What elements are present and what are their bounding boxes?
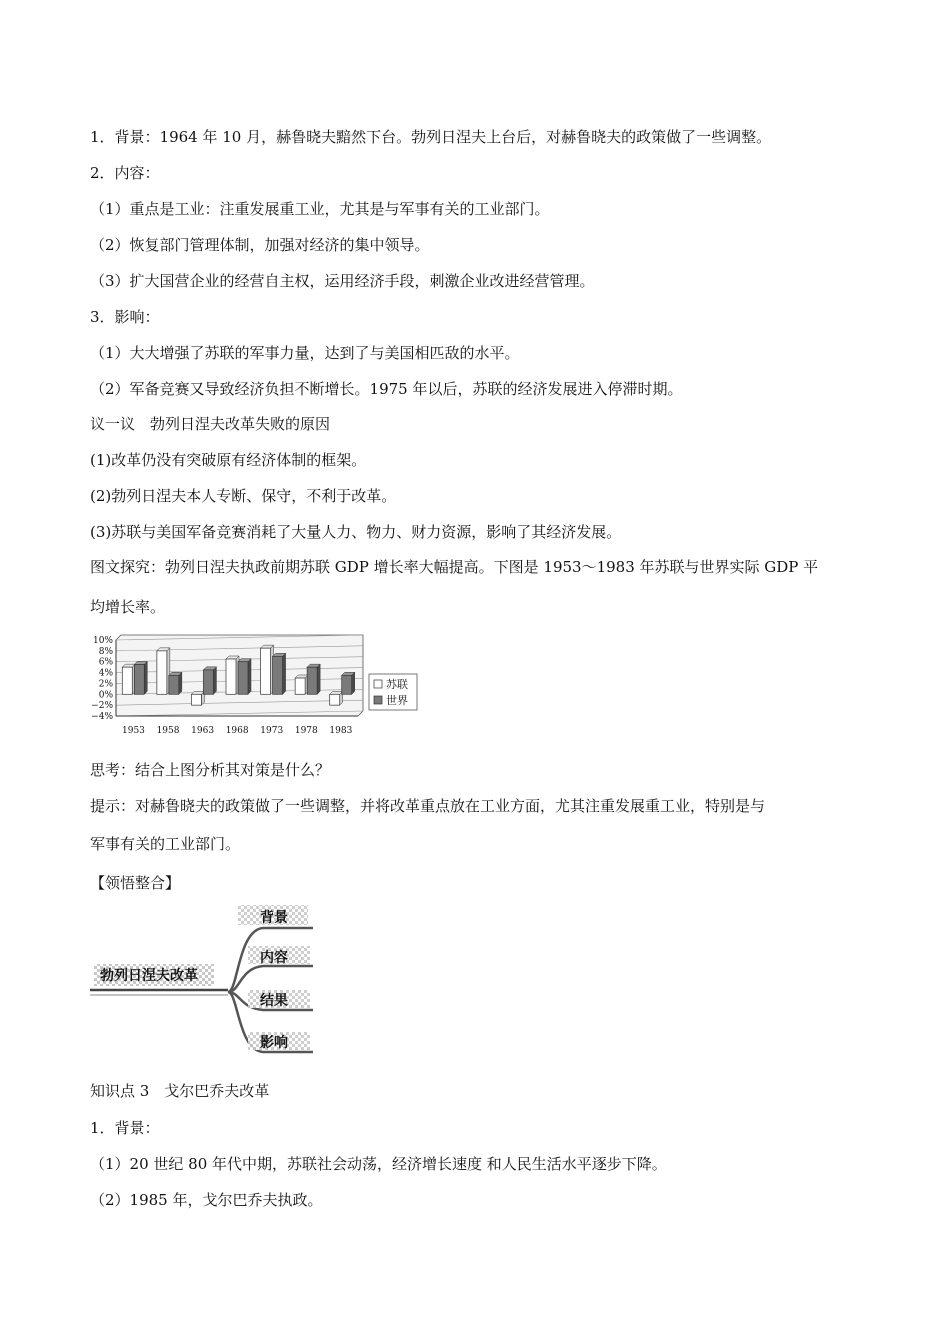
bar-world-1968: [238, 662, 248, 695]
mind-map-svg: [88, 900, 328, 1065]
bar-world-1983: [342, 675, 352, 694]
bar-side: [317, 664, 320, 694]
section-heading: 知识点 3 戈尔巴乔夫改革: [90, 1082, 270, 1100]
legend-swatch: [374, 680, 382, 688]
text-line: 提示：对赫鲁晓夫的政策做了一些调整，并将改革重点放在工业方面，尤其注重发展重工业，特别是与: [90, 797, 766, 815]
y-tick-label: 4%: [98, 668, 113, 679]
legend-label: 世界: [386, 694, 408, 707]
x-tick-label: 1983: [329, 726, 353, 736]
text-line: 图文探究：勃列日涅夫执政前期苏联 GDP 增长率大幅提高。下图是 1953～1983 年苏联与世界实际 GDP 平: [90, 558, 819, 576]
bar-ussr-1968: [226, 659, 236, 694]
x-tick-label: 1963: [191, 726, 215, 736]
text-line: 军事有关的工业部门。: [90, 835, 241, 853]
bar-ussr-1973: [261, 648, 271, 694]
text-line: (2)勃列日涅夫本人专断、保守，不利于改革。: [90, 487, 397, 505]
bar-world-1963: [203, 670, 213, 694]
section-heading: 议一议 勃列日涅夫改革失败的原因: [90, 415, 331, 433]
bar-ussr-1963: [191, 694, 201, 705]
y-tick-label: 8%: [98, 646, 113, 657]
mind-map-branch-impact: 影响: [260, 1035, 288, 1051]
bar-ussr-1978: [295, 678, 305, 694]
text-line: （1）20 世纪 80 年代中期，苏联社会动荡，经济增长速度 和人民生活水平逐步下降。: [90, 1155, 667, 1173]
text-line: （1）大大增强了苏联的军事力量，达到了与美国相匹敌的水平。: [90, 344, 520, 362]
gdp-chart-svg: [88, 634, 428, 742]
bar-ussr-1983: [330, 694, 340, 705]
mind-map: [88, 900, 328, 1065]
text-line: （1）重点是工业：注重发展重工业，尤其是与军事有关的工业部门。: [90, 200, 550, 218]
text-line: （3）扩大国营企业的经营自主权，运用经济手段，刺激企业改进经营管理。: [90, 272, 595, 290]
bar-world-1973: [273, 656, 283, 694]
y-tick-label: −4%: [91, 712, 113, 722]
mind-map-branch-result: 结果: [260, 993, 288, 1009]
text-line: 思考：结合上图分析其对策是什么？: [90, 761, 331, 779]
text-line: (1)改革仍没有突破原有经济体制的框架。: [90, 451, 367, 469]
text-line: 1．背景：1964 年 10 月，赫鲁晓夫黯然下台。勃列日涅夫上台后，对赫鲁晓夫的政策做了一些调整。: [90, 128, 772, 146]
text-line: 3．影响：: [90, 308, 160, 326]
legend-label: 苏联: [386, 678, 408, 691]
bar-world-1953: [134, 664, 144, 694]
y-tick-label: 6%: [98, 657, 113, 668]
bar-side: [352, 672, 355, 694]
bar-ussr-1958: [157, 651, 167, 694]
mind-map-branch-content: 内容: [260, 950, 288, 966]
y-tick-label: 0%: [98, 690, 113, 701]
bar-side: [283, 653, 286, 694]
text-line: 1．背景：: [90, 1119, 160, 1137]
text-line: 均增长率。: [90, 598, 166, 616]
bar-side: [179, 672, 182, 694]
bar-side: [248, 659, 251, 695]
y-tick-label: −2%: [91, 701, 113, 712]
text-line: （2）恢复部门管理体制，加强对经济的集中领导。: [90, 236, 430, 254]
x-tick-label: 1953: [122, 726, 145, 736]
text-line: （2）1985 年，戈尔巴乔夫执政。: [90, 1191, 323, 1209]
x-tick-label: 1958: [156, 726, 180, 736]
legend-swatch: [374, 696, 382, 704]
text-line: (3)苏联与美国军备竞赛消耗了大量人力、物力、财力资源，影响了其经济发展。: [90, 523, 622, 541]
x-tick-label: 1973: [260, 726, 284, 736]
section-heading: 【领悟整合】: [90, 874, 181, 892]
mind-map-root: 勃列日涅夫改革: [100, 968, 198, 984]
text-line: 2．内容：: [90, 164, 160, 182]
y-tick-label: 2%: [98, 679, 113, 690]
bar-side: [144, 661, 147, 694]
bar-world-1978: [307, 667, 317, 694]
bar-ussr-1953: [122, 667, 132, 694]
bar-side: [213, 667, 216, 694]
y-tick-label: 10%: [92, 636, 113, 646]
mind-map-branch-background: 背景: [260, 910, 288, 926]
text-line: （2）军备竞赛又导致经济负担不断增长。1975 年以后，苏联的经济发展进入停滞时期。: [90, 380, 683, 398]
bar-world-1958: [169, 675, 179, 694]
x-tick-label: 1968: [225, 726, 249, 736]
x-tick-label: 1978: [294, 726, 318, 736]
gdp-chart: [88, 634, 428, 742]
